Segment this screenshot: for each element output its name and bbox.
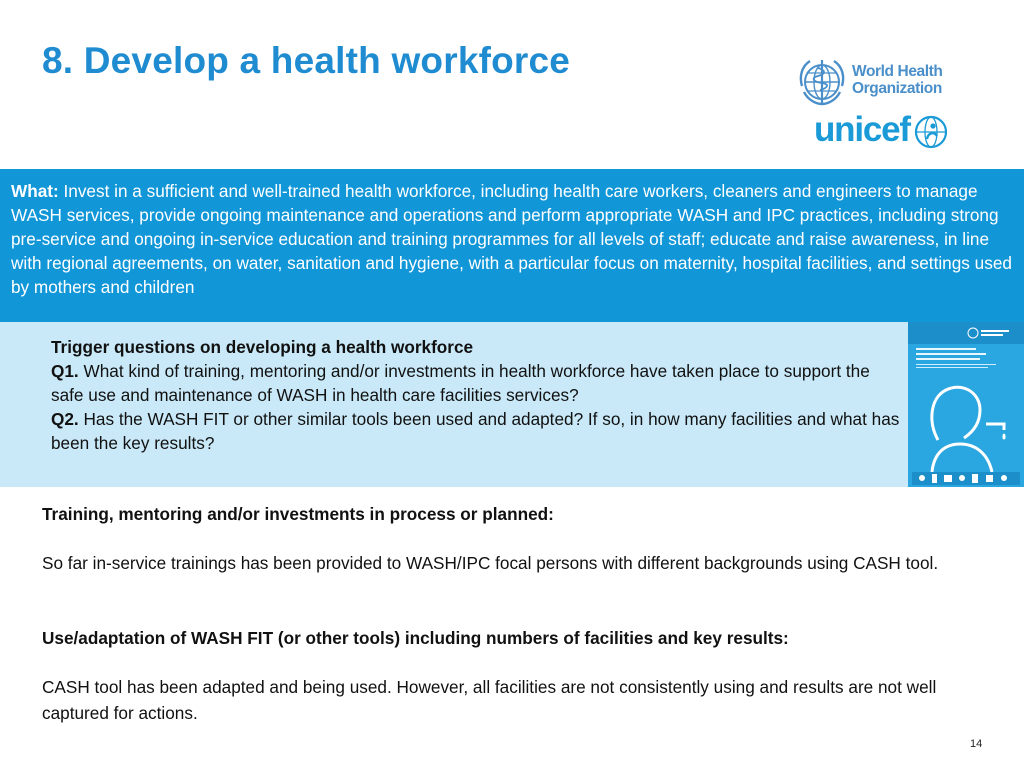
who-line1: World Health [852, 63, 943, 80]
trigger-q1 [51, 359, 901, 407]
slide-title: 8. Develop a health workforce [42, 40, 571, 81]
cover-illustration [908, 322, 1024, 487]
who-emblem-icon [796, 56, 848, 108]
unicef-logo [814, 110, 954, 154]
trigger-q2 [51, 407, 901, 455]
trigger-questions-band [0, 322, 1024, 487]
what-description-band [0, 169, 1024, 322]
page-number: 14 [970, 738, 983, 750]
section-heading-training: Training, mentoring and/or investments in process or planned: [42, 504, 554, 524]
section-heading-washfit: Use/adaptation of WASH FIT (or other tools) including numbers of facilities and key results: [42, 628, 789, 648]
who-line2: Organization [852, 80, 942, 97]
what-label: What: [11, 181, 59, 201]
trigger-heading: Trigger questions on developing a health workforce [51, 337, 474, 357]
q1-text: What kind of training, mentoring and/or investments in health workforce have taken place to support the safe use and maintenance of WASH in health care facilities services? [51, 361, 870, 405]
trigger-questions [51, 335, 901, 455]
wash-fit-cover-image [908, 322, 1024, 487]
unicef-emblem-icon [914, 115, 948, 149]
who-logo [796, 56, 956, 108]
section-body-training: So far in-service trainings has been provided to WASH/IPC focal persons with different backgrounds using CASH tool. [42, 553, 939, 573]
q2-label: Q2. [51, 409, 79, 429]
what-text: Invest in a sufficient and well-trained health workforce, including health care workers, cleaners and engineers to manage WASH services, provide ongoing maintenance and operations and perform appropriate WASH and IPC practices, including strong pre-service and ongoing in-service education and training programmes for all levels of staff; educate and raise awareness, in line with regional agreements, on water, sanitation and hygiene, with a particular focus on maternity, hospital facilities, and settings used by mothers and children [11, 181, 1012, 297]
section-body-washfit: CASH tool has been adapted and being used. However, all facilities are not consistently using and results are not well captured for actions. [42, 677, 937, 723]
unicef-wordmark: unicef [814, 110, 910, 149]
who-wordmark [852, 63, 943, 97]
q2-text: Has the WASH FIT or other similar tools been used and adapted? If so, in how many facilities and what has been the key results? [51, 409, 900, 453]
q1-label: Q1. [51, 361, 79, 381]
